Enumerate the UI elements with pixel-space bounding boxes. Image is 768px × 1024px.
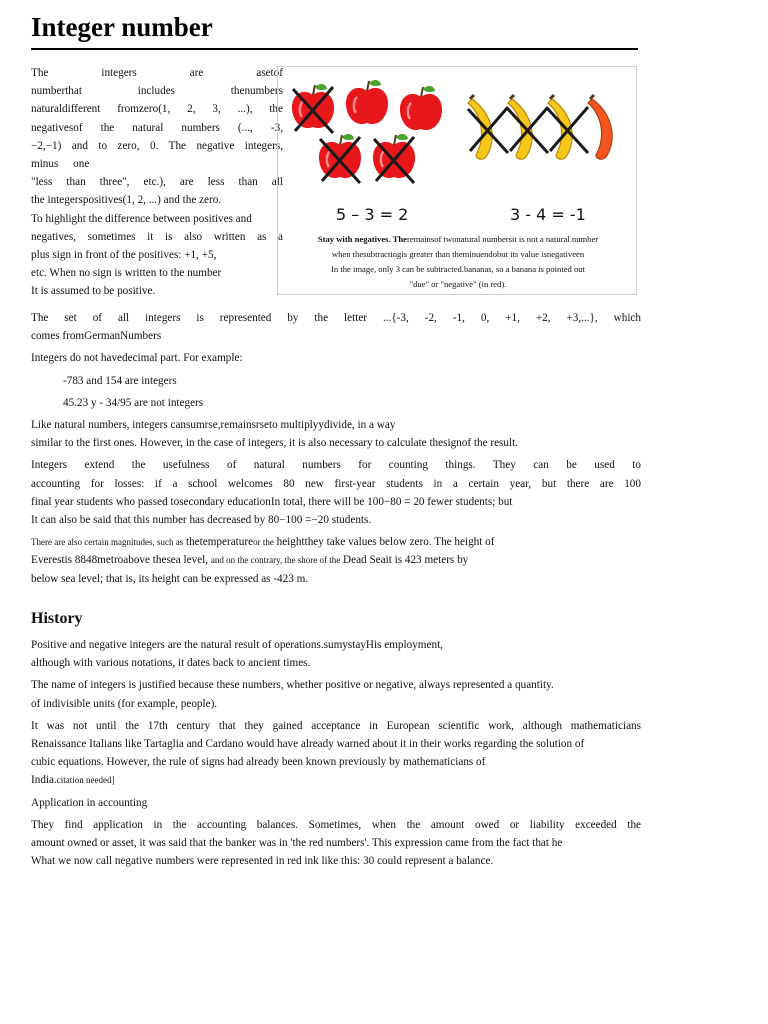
intro-line: To highlight the difference between positives and	[31, 212, 252, 225]
fruit-illustration	[278, 67, 638, 197]
equation-apples: 5 – 3 = 2	[336, 205, 409, 224]
intro-line: "less than three", etc.), are less than all	[31, 176, 283, 189]
intro-line: It is assumed to be positive.	[31, 285, 156, 298]
figure-caption	[284, 232, 632, 292]
history-text	[31, 636, 641, 874]
equation-bananas: 3 - 4 = -1	[510, 205, 586, 224]
apple-icon	[373, 134, 415, 178]
intro-line: negatives, sometimes it is also written as a	[31, 230, 283, 243]
paragraph-line: similar to the first ones. However, in the case of integers, it is also necessary to calculate thesignof the result.	[31, 437, 518, 450]
caption-text: when thesubtractingis greater than theminuendobut its value isnegativeen	[331, 249, 585, 259]
paragraph-line: What we now call negative numbers were represented in red ink like this: 30 could represent a balance.	[31, 855, 494, 868]
example-item: 45.23 y - 34/95 are not integers	[63, 396, 204, 409]
apple-icon	[346, 80, 388, 124]
paragraph-line: although with various notations, it dates back to ancient times.	[31, 657, 311, 670]
paragraph-line: It was not until the 17th century that they gained acceptance in European scientific work, although mathematicians	[31, 719, 641, 732]
paragraph-line: Positive and negative integers are the natural result of operations.sumystayHis employment,	[31, 639, 443, 651]
paragraph-line: comes fromGermanNumbers	[31, 330, 162, 343]
intro-line: negativesof the natural numbers (..., -3,	[31, 121, 283, 134]
intro-line: plus sign in front of the positives: +1, +5,	[31, 249, 217, 262]
paragraph-line: The set of all integers is represented by the letter ...{-3, -2, -1, 0, +1, +2, +3,...}, which	[31, 312, 641, 324]
page-title: Integer number	[31, 12, 213, 42]
paragraph-line: Everestis 8848metroabove thesea level, and on the contrary, the shore of the Dead Seait is 423 meters by	[31, 554, 469, 567]
caption-text: "due" or "negative" (in red).	[409, 279, 507, 289]
caption-bold: Stay with negatives. The	[317, 234, 407, 244]
paragraph-line: It can also be said that this number has decreased by 80−100 =−20 students.	[31, 514, 372, 527]
example-item: -783 and 154 are integers	[63, 374, 177, 387]
intro-line: etc. When no sign is written to the number	[31, 267, 222, 280]
subtraction-figure	[277, 66, 637, 295]
paragraph-line: below sea level; that is, its height can be expressed as -423 m.	[31, 572, 309, 585]
intro-line: the integerspositives(1, 2, ...) and the zero.	[31, 194, 222, 207]
caption-text: remainsof twonatural numbersit is not a natural number	[406, 234, 599, 244]
caption-text: In the image, only 3 can be subtracted.bananas, so a banana is pointed out	[331, 264, 585, 274]
intro-line: The integers are asetof	[31, 67, 283, 79]
intro-line: numberthat includes thenumbers	[31, 85, 283, 98]
paragraph-line: There are also certain magnitudes, such as thetemperatureor the heightthey take values below zero. The height of	[31, 536, 495, 549]
body-text	[31, 309, 641, 592]
paragraph-line: Integers extend the usefulness of natural numbers for counting things. They can be used to	[31, 459, 641, 472]
paragraph-line: final year students who passed tosecondary educationIn total, there will be 100−80 = 20 fewer students; but	[31, 495, 513, 508]
paragraph: Integers do not havedecimal part. For example:	[31, 352, 243, 365]
paragraph-line: amount owned or asset, it was said that the banker was in 'the red numbers'. This expression came from the fact that he	[31, 837, 563, 850]
title-divider	[31, 48, 638, 50]
intro-paragraph	[31, 64, 283, 301]
apple-icon	[400, 86, 442, 130]
intro-line: minus one	[31, 158, 90, 171]
apple-icon	[292, 84, 334, 128]
apple-icon	[319, 134, 361, 178]
paragraph-line: of indivisible units (for example, people).	[31, 697, 218, 710]
paragraph-line: accounting for losses: if a school welcomes 80 new first-year students in a certain year, but there are 100	[31, 477, 641, 490]
red-banana-icon	[588, 95, 612, 159]
history-heading: History	[31, 610, 83, 627]
paragraph-line: The name of integers is justified because these numbers, whether positive or negative, always represented a quantity.	[31, 679, 554, 692]
paragraph-line: cubic equations. However, the rule of signs had already been known previously by mathematicians of	[31, 756, 486, 769]
paragraph-line: India.citation needed]	[31, 774, 115, 787]
intro-line: naturaldifferent fromzero(1, 2, 3, ...), the	[31, 103, 283, 116]
intro-line: −2,−1) and to zero, 0. The negative integers,	[31, 139, 283, 152]
paragraph-line: Renaissance Italians like Tartaglia and Cardano would have already warned about it in their works regarding the solution of	[31, 738, 585, 751]
subheading-accounting: Application in accounting	[31, 796, 148, 809]
paragraph-line: Like natural numbers, integers cansumrse,remainsrseto multiplyydivide, in a way	[31, 419, 396, 432]
paragraph-line: They find application in the accounting balances. Sometimes, when the amount owed or liability exceeded the	[31, 818, 641, 831]
